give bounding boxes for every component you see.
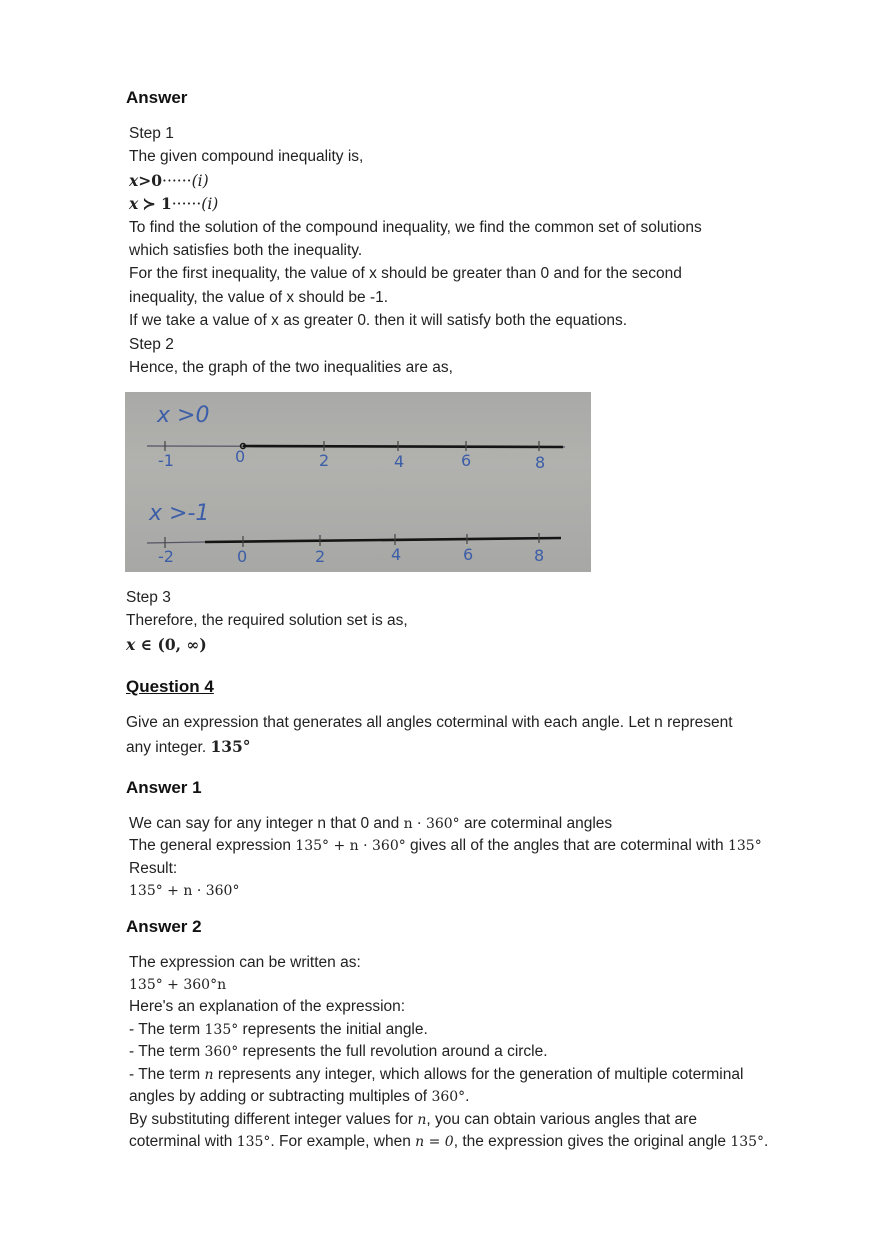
text-run: represents the initial angle. [238, 1021, 428, 1038]
step3-label: Step 3 [126, 589, 171, 606]
question4-line [126, 737, 251, 758]
math-run: 135° + n · 360° [129, 883, 240, 899]
text-run: We can say for any integer n that 0 and [129, 815, 404, 832]
question4-text: any integer. [126, 739, 211, 756]
answer2-heading: Answer 2 [126, 917, 202, 936]
inequality-1 [129, 171, 209, 192]
step3-text: Therefore, the required solution set is as, [126, 612, 408, 629]
answer1-result [129, 881, 239, 901]
text-run: , you can obtain various angles that are [426, 1111, 697, 1128]
step1-paragraph-line: For the first inequality, the value of x should be greater than 0 and for the second [129, 265, 682, 282]
ineq1-rel: >0 [138, 171, 163, 190]
bottom-tick-label: 8 [534, 546, 545, 565]
text-run: . [465, 1088, 470, 1105]
answer-heading: Answer [126, 88, 188, 107]
text-run: represents the full revolution around a circle. [238, 1043, 548, 1060]
solution-var: x [126, 635, 136, 654]
question4-heading: Question 4 [126, 677, 214, 696]
answer2-line: The expression can be written as: [129, 954, 361, 971]
solution-interval: ∈ (0, ∞) [135, 635, 207, 654]
answer2-line [129, 1065, 743, 1085]
answer2-expression [129, 975, 226, 995]
math-run: 135° + 360°n [129, 977, 227, 993]
ineq2-dots: ······ [171, 195, 202, 213]
answer2-line [129, 1132, 768, 1152]
bottom-tick-labels [158, 545, 544, 566]
top-tick-label: 2 [319, 451, 330, 470]
text-run: coterminal with [129, 1133, 237, 1150]
math-run: 135° + n · 360° [295, 838, 406, 854]
bottom-tick-label: 4 [391, 545, 402, 564]
answer1-heading: Answer 1 [126, 778, 202, 797]
math-run: n [204, 1067, 214, 1083]
text-run: - The term [129, 1066, 205, 1083]
math-run: 135° [730, 1134, 765, 1150]
bottom-tick-label: 2 [315, 547, 326, 566]
ineq2-var: x [129, 194, 139, 213]
math-run: n = 0 [415, 1134, 454, 1150]
top-tick-label: 6 [461, 451, 472, 470]
math-run: 360° [204, 1044, 239, 1060]
math-run: 135° [236, 1134, 271, 1150]
top-tick-label: 0 [235, 447, 246, 466]
text-run: . [764, 1133, 769, 1150]
text-run: represents any integer, which allows for the generation of multiple coterminal [213, 1066, 744, 1083]
top-tick-label: 8 [535, 453, 546, 472]
question4-line: Give an expression that generates all angles coterminal with each angle. Let n represent [126, 714, 733, 731]
ineq2-tag: (i) [201, 195, 219, 213]
text-run: angles by adding or subtracting multiples of [129, 1088, 432, 1105]
step1-paragraph-line: which satisfies both the inequality. [129, 242, 363, 259]
step1-paragraph-line: inequality, the value of x should be -1. [129, 289, 389, 306]
step2-label: Step 2 [129, 336, 174, 353]
answer2-line [129, 1087, 469, 1107]
math-run: 135° [204, 1022, 239, 1038]
answer2-line: Here's an explanation of the expression: [129, 998, 406, 1015]
number-line-photo [125, 392, 591, 572]
top-tick-labels [158, 447, 545, 472]
math-run: 135° [727, 838, 762, 854]
answer2-line [129, 1110, 697, 1130]
bottom-solution-ray [205, 538, 561, 542]
number-line-drawing [125, 392, 591, 572]
step1-label: Step 1 [129, 125, 174, 142]
bottom-axis-line [147, 542, 205, 543]
answer1-line [129, 814, 612, 834]
solution-set [126, 635, 207, 656]
top-tick-label: -1 [158, 451, 174, 470]
math-run: n · 360° [403, 816, 460, 832]
top-tick-label: 4 [394, 452, 405, 471]
text-run: , the expression gives the original angle [453, 1133, 731, 1150]
ineq2-rel: ≻ 1 [142, 194, 172, 213]
top-solution-ray [243, 446, 563, 447]
step2-text: Hence, the graph of the two inequalities are as, [129, 359, 453, 376]
answer1-result-label: Result: [129, 860, 178, 877]
text-run: . For example, when [270, 1133, 416, 1150]
bottom-tick-label: -2 [158, 547, 174, 566]
ineq1-var: x [129, 171, 139, 190]
step1-intro: The given compound inequality is, [129, 148, 364, 165]
ineq1-dots: ······ [162, 172, 192, 190]
bottom-graph-title: x >-1 [149, 501, 210, 526]
text-run: - The term [129, 1043, 205, 1060]
step1-paragraph-line: To find the solution of the compound inequality, we find the common set of solutions [129, 219, 702, 236]
answer2-line [129, 1042, 548, 1062]
step1-paragraph-line: If we take a value of x as greater 0. then it will satisfy both the equations. [129, 312, 627, 329]
ineq1-tag: (i) [191, 172, 209, 190]
inequality-2 [129, 194, 218, 215]
text-run: By substituting different integer values for [129, 1111, 418, 1128]
math-run: n [417, 1112, 427, 1128]
answer1-line [129, 836, 762, 856]
text-run: The general expression [129, 837, 296, 854]
math-run: 360° [431, 1089, 466, 1105]
text-run: are coterminal angles [459, 815, 613, 832]
answer2-line [129, 1020, 428, 1040]
bottom-tick-label: 0 [237, 547, 248, 566]
question4-angle: 135° [210, 737, 251, 756]
top-graph-title: x >0 [157, 403, 210, 428]
text-run: - The term [129, 1021, 205, 1038]
bottom-tick-label: 6 [463, 545, 474, 564]
text-run: gives all of the angles that are coterminal with [405, 837, 728, 854]
